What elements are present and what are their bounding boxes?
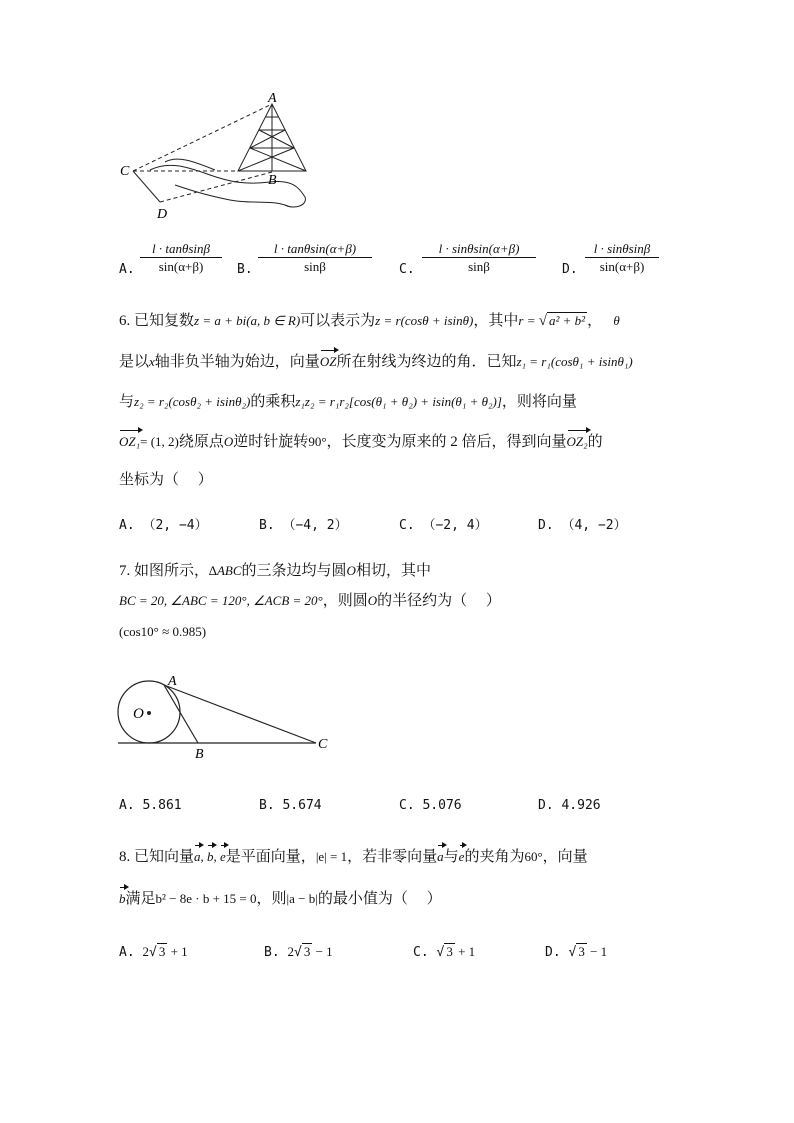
- q6-option-d[interactable]: D. （4, −2）: [538, 518, 627, 533]
- circle-triangle-figure: [110, 668, 340, 763]
- q8-option-a[interactable]: A. 2√ 3 + 1: [119, 944, 188, 960]
- q7-option-d[interactable]: D. 4.926: [538, 798, 601, 813]
- q6-line-5: 坐标为（ ）: [119, 472, 213, 488]
- q8-option-c[interactable]: C. √ 3 + 1: [413, 944, 476, 960]
- q6-option-c[interactable]: C. （−2, 4）: [399, 518, 488, 533]
- q8-option-b[interactable]: B. 2√ 3 − 1: [264, 944, 333, 960]
- q6-option-b[interactable]: B. （−4, 2）: [259, 518, 348, 533]
- point-d-label: D: [157, 207, 168, 222]
- q6-line-1: 6. 已知复数z = a + bi(a, b ∈ R)可以表示为z = r(cosθ + isinθ)，其中r = √ a² + b² ， θ: [119, 313, 620, 329]
- q5-option-d-label: D.: [562, 262, 578, 277]
- q5-option-c-label: C.: [399, 262, 415, 277]
- q8-option-d[interactable]: D. √ 3 − 1: [545, 944, 608, 960]
- q5-option-a[interactable]: $\frac{l \cdot \tan\theta\sin\beta}{\sin(\alpha+\beta)}$: [140, 240, 222, 275]
- q6-line-3: 与z₂ = r₂(cosθ₂ + isinθ₂)的乘积z₁z₂ = r₁r₂[cos(θ₁ + θ₂) + isin(θ₁ + θ₂)]，则将向量: [119, 394, 577, 410]
- q5-option-a-label: A.: [119, 262, 135, 277]
- q7-option-c[interactable]: C. 5.076: [399, 798, 462, 813]
- q6-line-2: 是以x轴非负半轴为始边，向量OZ所在射线为终边的角．已知z₁ = r₁(cosθ₁ + isinθ₁): [119, 354, 633, 370]
- point-c-label: C: [318, 737, 328, 752]
- q8-line-2: b满足b² − 8e · b + 15 = 0，则|a − b|的最小值为（ ）: [119, 891, 442, 907]
- q5-option-d[interactable]: $\frac{l \cdot \sin\theta\sin\beta}{\sin(\alpha+\beta)}$: [585, 240, 659, 275]
- q7-option-a[interactable]: A. 5.861: [119, 798, 182, 813]
- point-a-label: A: [168, 674, 177, 689]
- q6-option-a[interactable]: A. （2, −4）: [119, 518, 208, 533]
- tower-figure: [110, 92, 330, 227]
- q8-line-1: 8. 已知向量a, b, e是平面向量，|e| = 1，若非零向量a与e的夹角为60°，向量: [119, 849, 588, 865]
- point-b-label: B: [195, 747, 204, 762]
- q5-option-c[interactable]: $\frac{l \cdot \sin\theta\sin(\alpha+\beta)}{\sin\beta}$: [422, 240, 536, 275]
- q5-option-b[interactable]: $\frac{l \cdot \tan\theta\sin(\alpha+\beta)}{\sin\beta}$: [258, 240, 372, 275]
- q6-line-4: OZ₁= (1, 2)绕原点O逆时针旋转90°，长度变为原来的 2 倍后，得到向量OZ₂的: [119, 434, 603, 450]
- q7-line-2: BC = 20, ∠ABC = 120°, ∠ACB = 20°，则圆O的半径约为（ ）: [119, 593, 501, 609]
- q7-line-3: (cos10° ≈ 0.985): [119, 624, 207, 639]
- q5-option-b-label: B.: [237, 262, 253, 277]
- q7-line-1: 7. 如图所示，∆ABC的三条边均与圆O相切，其中: [119, 563, 431, 579]
- point-c-label: C: [120, 164, 130, 179]
- point-b-label: B: [268, 173, 277, 188]
- point-a-label: A: [268, 92, 277, 106]
- q7-option-b[interactable]: B. 5.674: [259, 798, 322, 813]
- point-o-label: O: [133, 706, 144, 722]
